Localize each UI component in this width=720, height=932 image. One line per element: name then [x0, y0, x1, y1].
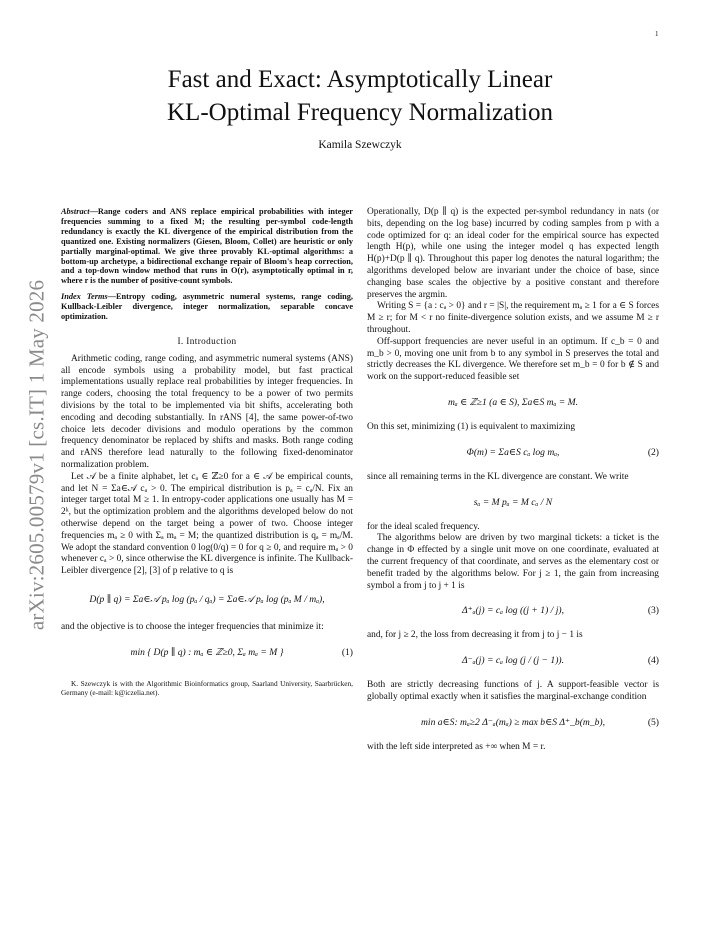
right-paragraph-3: Off-support frequencies are never useful in an optimum. If c_b = 0 and m_b > 0, moving one unit from b to any symbol in S preserves the total and strictly decreases the KL divergence. We therefore set m_b = 0 for b ∉ S and work on the support-reduced feasible set: [367, 336, 659, 383]
equation-3: [367, 599, 659, 623]
right-paragraph-8: and, for j ≥ 2, the loss from decreasing it from j to j − 1 is: [367, 630, 583, 641]
intro-paragraph-1: Arithmetic coding, range coding, and asymmetric numeral systems (ANS) all encode symbols using a probability model, but fast practical implementations usually replace real probabilities by integer frequencies. In range coders, choosing the total frequency to be a power of two permits divisions by the total to be implemented via bit shifts, accelerating both encoding and decoding substantially. In rANS [4], the same power-of-two choice lets decoder divisions and modulo operations by the common frequency denominator be replaced by shifts and masks. Both range coding and rANS therefore lead naturally to the following fixed-denominator normalization problem.: [61, 353, 353, 470]
equation-feasible-set-body: mₐ ∈ ℤ≥1 (a ∈ S), Σa∈S mₐ = M.: [447, 396, 579, 408]
intro-paragraph-3: and the objective is to choose the integer frequencies that minimize it:: [61, 621, 324, 632]
equation-5-number: (5): [647, 716, 659, 728]
right-paragraph-5: since all remaining terms in the KL divergence are constant. We write: [367, 471, 629, 482]
arxiv-identifier-text: arXiv:2605.00579v1 [cs.IT] 1 May 2026: [24, 279, 49, 631]
left-column: [61, 207, 353, 697]
right-paragraph-4: On this set, minimizing (1) is equivalent to maximizing: [367, 421, 576, 432]
equation-3-number: (3): [647, 605, 659, 617]
right-paragraph-2: Writing S = {a : cₐ > 0} and r = |S|, the requirement mₐ ≥ 1 for a ∈ S forces M ≥ r; for M < r no finite-divergence solution exists, and we assume M ≥ r throughout.: [367, 301, 659, 335]
paper-title-line-2: KL-Optimal Frequency Normalization: [167, 99, 553, 126]
right-paragraph-7: The algorithms below are driven by two marginal tickets: a ticket is the change in Φ effected by a single unit move on one coordinate, evaluated at the current frequency of that coordinate, and serves as the elementary cost or benefit traded by the algorithms below. For j ≥ 1, the gain from increasing symbol a from j to j + 1 is: [367, 533, 659, 591]
paper-title-line-1: Fast and Exact: Asymptotically Linear: [167, 66, 553, 93]
right-paragraph-1: Operationally, D(p ∥ q) is the expected per-symbol redundancy in nats (or bits, depending on the log base) incurred by coding samples from p with a code optimized for q: an ideal coder for the empirical source has expected length H(p), while one using the integer model q has expected length H(p)+D(p ∥ q). Throughout this paper log denotes the natural logarithm; the algorithms developed below are invariant under the choice of base, since changing base scales the objective by a positive constant and therefore preserves the argmin.: [367, 207, 659, 300]
equation-4-body: Δ⁻ₐ(j) = cₐ log (j / (j − 1)).: [462, 655, 564, 667]
equation-scaled-frequency-body: sₐ = M pₐ = M cₐ / N: [473, 496, 553, 508]
right-paragraph-9: Both are strictly decreasing functions of j. A support-feasible vector is globally optimal exactly when it satisfies the marginal-exchange condition: [367, 680, 659, 702]
abstract-lead: Abstract: [61, 207, 90, 216]
equation-5: [367, 711, 659, 735]
equation-3-body: Δ⁺ₐ(j) = cₐ log ((j + 1) / j),: [462, 605, 564, 617]
arxiv-identifier: [22, 200, 52, 710]
equation-4: [367, 649, 659, 673]
right-column: [367, 207, 659, 754]
equation-kl-body: D(p ∥ q) = Σa∈𝒜 pₐ log (pₐ / qₐ) = Σa∈𝒜 pₐ log (pₐ M / mₐ),: [89, 593, 325, 605]
section-heading: I. Introduction: [177, 335, 237, 346]
equation-4-number: (4): [647, 655, 659, 667]
equation-2-number: (2): [647, 446, 659, 458]
equation-1: [61, 641, 353, 665]
equation-1-number: (1): [341, 646, 353, 658]
intro-paragraph-2: Let 𝒜 be a finite alphabet, let cₐ ∈ ℤ≥0 for a ∈ 𝒜 be empirical counts, and let N = Σa∈𝒜 cₐ > 0. The empirical distribution is pₐ = cₐ/N. Fix an integer target total M ≥ 1. In entropy-coder applications one usually has M = 2ᵏ, but the optimization problem and the algorithms developed below do not otherwise depend on the target being a power of two. Choose integer frequencies mₐ ≥ 0 with Σₐ mₐ = M; the quantized distribution is qₐ = mₐ/M. We adopt the standard convention 0 log(0/q) = 0 for q ≥ 0, and require mₐ > 0 whenever cₐ > 0, since otherwise the KL divergence is infinite. The Kullback-Leibler divergence [2], [3] of p relative to q is: [61, 471, 353, 577]
equation-1-body: min { D(p ∥ q) : mₐ ∈ ℤ≥0, Σₐ mₐ = M }: [130, 646, 284, 658]
footnote: K. Szewczyk is with the Algorithmic Bioinformatics group, Saarland University, Saarbrücken, Germany (e-mail: k@iczelia.net).: [61, 678, 353, 697]
equation-2-body: Φ(m) = Σa∈S cₐ log mₐ,: [466, 446, 560, 458]
equation-feasible-set: [367, 391, 659, 415]
abstract-text: —Range coders and ANS replace empirical probabilities with integer frequencies summing to a fixed M; the resulting per-symbol code-length redundancy is exactly the KL divergence of the empirical distribution from the quantized one. Existing normalizers (Giesen, Bloom, Collet) are heuristic or only partially marginal-optimal. We give three provably KL-optimal algorithms: a bottom-up archetype, a bidirectional exchange repair of Bloom's heap correction, and a top-down window method that runs in O(r), asymptotically optimal in r, where r is the number of positive-count symbols.: [61, 207, 353, 286]
right-paragraph-6: for the ideal scaled frequency.: [367, 521, 480, 532]
page-number: 1: [655, 30, 659, 38]
equation-5-body: min a∈S: mₐ≥2 Δ⁻ₐ(mₐ) ≥ max b∈S Δ⁺_b(m_b),: [420, 716, 606, 728]
abstract: [61, 207, 353, 286]
right-paragraph-10: with the left side interpreted as +∞ when M = r.: [367, 741, 546, 752]
author-name: Kamila Szewczyk: [318, 139, 402, 151]
equation-2: [367, 441, 659, 465]
paper-title: [80, 63, 640, 129]
equation-kl: [61, 585, 353, 615]
index-terms: [61, 292, 353, 322]
equation-scaled-frequency: [367, 491, 659, 515]
index-terms-lead: Index Terms: [61, 292, 108, 302]
index-terms-text: —Entropy coding, asymmetric numeral systems, range coding, Kullback-Leibler divergence, integer normalization, separable concave optimization.: [61, 292, 353, 322]
